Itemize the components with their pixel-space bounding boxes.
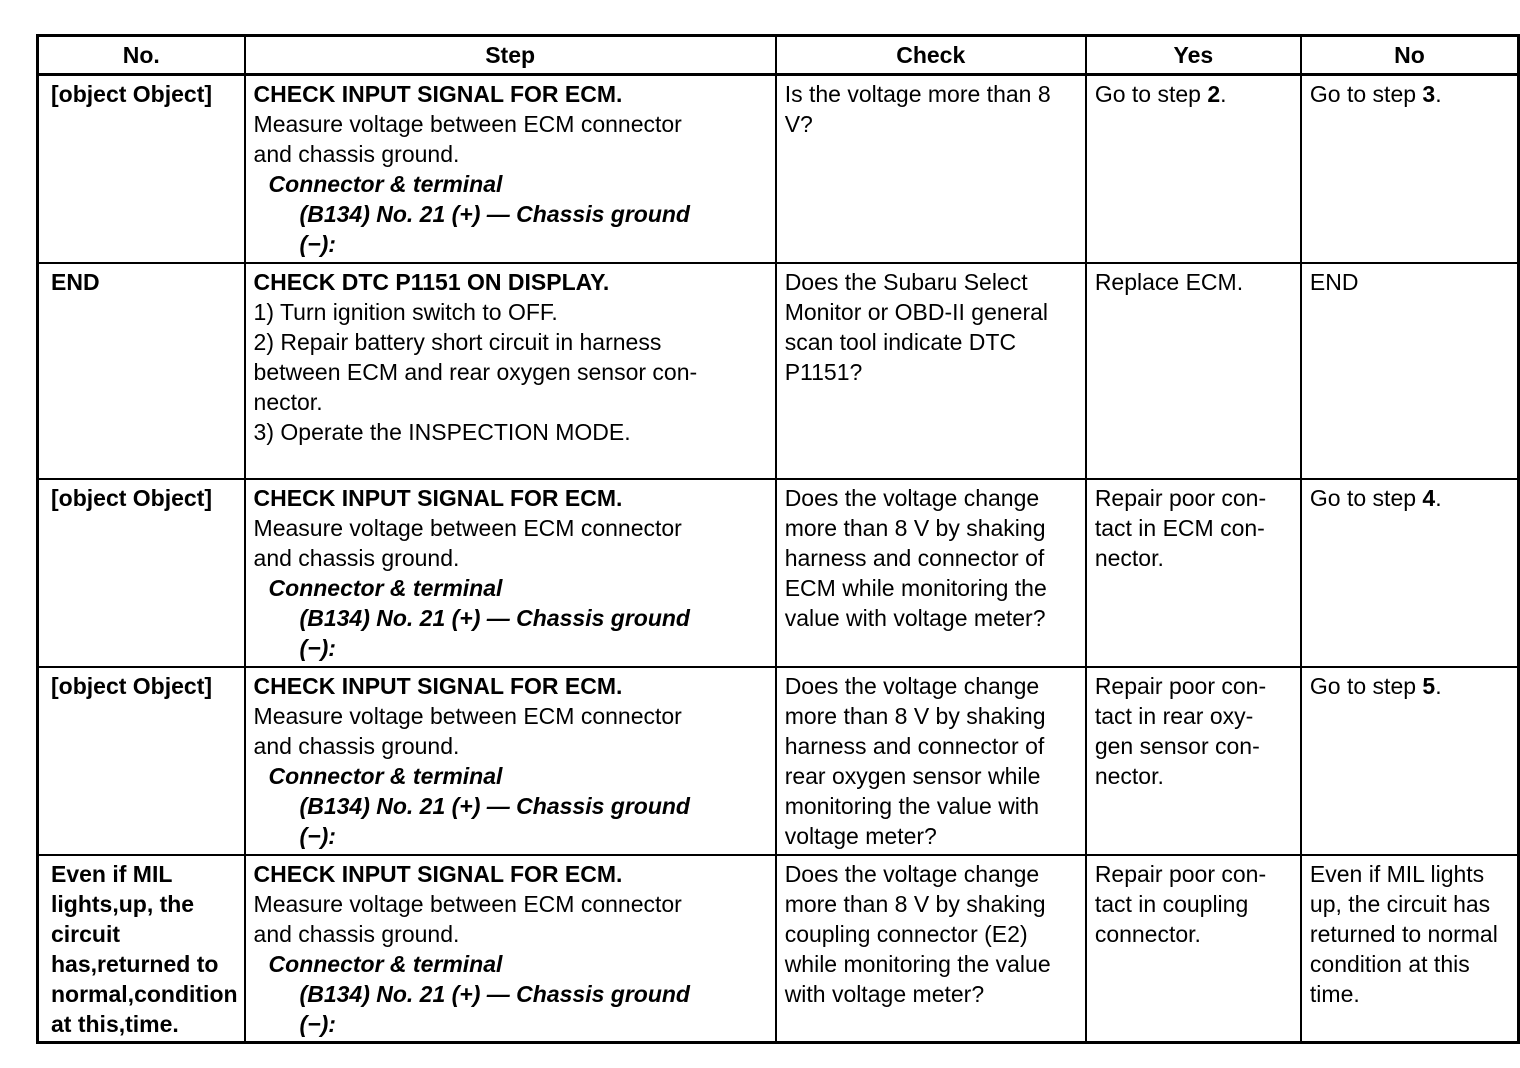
connector-label: Connector & terminal	[268, 574, 503, 601]
table-row	[38, 263, 1519, 479]
check-line: voltage meter?	[784, 822, 937, 849]
step-cell	[245, 479, 776, 667]
yes-step-number: 2	[1207, 81, 1221, 107]
check-line: more than 8 V by shaking	[784, 890, 1046, 917]
no-end: .	[1435, 672, 1442, 699]
check-line: Does the voltage change	[784, 484, 1040, 511]
step-cell	[245, 75, 776, 263]
row-number: [object Object]	[38, 75, 245, 263]
no-cell	[1301, 479, 1519, 667]
yes-line: tact in coupling	[1094, 890, 1249, 917]
check-line: monitoring the value with	[784, 792, 1040, 819]
terminal-spec: (−):	[299, 1010, 336, 1037]
check-line: more than 8 V by shaking	[784, 702, 1046, 729]
no-cell	[1301, 855, 1519, 1043]
check-line: scan tool indicate DTC	[784, 328, 1017, 355]
check-line: ECM while monitoring the	[784, 574, 1047, 601]
header-no: No.	[38, 36, 245, 75]
connector-label: Connector & terminal	[268, 171, 503, 197]
no-cell	[1301, 263, 1519, 479]
check-line: Does the voltage change	[784, 672, 1040, 699]
step-line: and chassis ground.	[253, 732, 460, 759]
check-line: Is the voltage more than 8	[784, 81, 1051, 107]
row-number: [object Object]	[38, 667, 245, 855]
no-line: returned to normal	[1309, 920, 1498, 947]
step-line: nector.	[253, 388, 323, 415]
header-no-col: No	[1301, 36, 1519, 75]
no-text: Go to step	[1309, 81, 1423, 107]
table-row	[38, 855, 1519, 1043]
check-cell	[776, 479, 1086, 667]
step-title: CHECK INPUT SIGNAL FOR ECM.	[253, 860, 623, 887]
yes-line: Replace ECM.	[1094, 268, 1244, 295]
step-title: CHECK DTC P1151 ON DISPLAY.	[253, 268, 610, 295]
step-title: CHECK INPUT SIGNAL FOR ECM.	[253, 672, 623, 699]
row-number: [object Object]	[38, 479, 245, 667]
no-end: .	[1435, 81, 1442, 107]
header-yes: Yes	[1086, 36, 1301, 75]
check-line: rear oxygen sensor while	[784, 762, 1041, 789]
row-number: END	[38, 263, 245, 479]
step-line: and chassis ground.	[253, 544, 460, 571]
yes-cell	[1086, 263, 1301, 479]
check-line: P1151?	[784, 358, 863, 385]
terminal-spec: (B134) No. 21 (+) — Chassis ground	[299, 792, 690, 819]
check-line: Does the voltage change	[784, 860, 1040, 887]
check-line: Does the Subaru Select	[784, 268, 1028, 295]
yes-text: Go to step	[1094, 81, 1208, 107]
diagnostic-table	[36, 34, 1520, 1044]
step-line: between ECM and rear oxygen sensor con-	[253, 358, 698, 385]
terminal-spec: (B134) No. 21 (+) — Chassis ground	[299, 980, 690, 1007]
yes-cell	[1086, 479, 1301, 667]
check-line: Monitor or OBD-II general	[784, 298, 1049, 325]
yes-cell	[1086, 75, 1301, 263]
yes-line: tact in rear oxy-	[1094, 702, 1254, 729]
table-row	[38, 75, 1519, 263]
check-line: value with voltage meter?	[784, 604, 1046, 631]
check-line: with voltage meter?	[784, 980, 985, 1007]
yes-line: tact in ECM con-	[1094, 514, 1265, 541]
no-cell	[1301, 667, 1519, 855]
no-step-number: 5	[1422, 672, 1436, 699]
step-line: 1) Turn ignition switch to OFF.	[253, 298, 558, 325]
check-line: coupling connector (E2)	[784, 920, 1028, 947]
no-end: .	[1435, 484, 1442, 511]
connector-label: Connector & terminal	[268, 950, 503, 977]
row-number: Even if MIL lights,up, the circuit has,returned to normal,condition at this,time.	[38, 855, 245, 1043]
step-cell	[245, 667, 776, 855]
step-title: CHECK INPUT SIGNAL FOR ECM.	[253, 484, 623, 511]
check-line: more than 8 V by shaking	[784, 514, 1046, 541]
terminal-spec: (−):	[299, 231, 336, 257]
step-line: and chassis ground.	[253, 920, 460, 947]
no-text: Go to step	[1309, 672, 1423, 699]
check-cell	[776, 855, 1086, 1043]
step-line: and chassis ground.	[253, 141, 460, 167]
yes-cell	[1086, 855, 1301, 1043]
table-row	[38, 479, 1519, 667]
yes-cell	[1086, 667, 1301, 855]
no-cell	[1301, 75, 1519, 263]
header-row	[38, 36, 1519, 75]
header-check: Check	[776, 36, 1086, 75]
step-line: 2) Repair battery short circuit in harness	[253, 328, 662, 355]
terminal-spec: (B134) No. 21 (+) — Chassis ground	[299, 604, 690, 631]
no-text: Go to step	[1309, 484, 1423, 511]
yes-line: Repair poor con-	[1094, 484, 1267, 511]
terminal-spec: (−):	[299, 634, 336, 661]
step-line: Measure voltage between ECM connector	[253, 702, 682, 729]
no-line: END	[1309, 268, 1359, 295]
table-row	[38, 667, 1519, 855]
check-cell	[776, 75, 1086, 263]
header-step: Step	[245, 36, 776, 75]
connector-label: Connector & terminal	[268, 762, 503, 789]
step-line: Measure voltage between ECM connector	[253, 890, 682, 917]
step-cell	[245, 263, 776, 479]
yes-line: nector.	[1094, 762, 1164, 789]
yes-line: gen sensor con-	[1094, 732, 1260, 759]
no-line: time.	[1309, 980, 1360, 1007]
yes-line: nector.	[1094, 544, 1164, 571]
yes-end: .	[1220, 81, 1227, 107]
no-line: Even if MIL lights	[1309, 860, 1485, 887]
no-line: up, the circuit has	[1309, 890, 1491, 917]
check-cell	[776, 263, 1086, 479]
step-line: Measure voltage between ECM connector	[253, 514, 682, 541]
check-line: harness and connector of	[784, 732, 1045, 759]
check-line: V?	[784, 111, 813, 137]
no-step-number: 3	[1422, 81, 1436, 107]
check-line: harness and connector of	[784, 544, 1045, 571]
yes-line: connector.	[1094, 920, 1201, 947]
step-cell	[245, 855, 776, 1043]
step-line: Measure voltage between ECM connector	[253, 111, 682, 137]
step-line: 3) Operate the INSPECTION MODE.	[253, 418, 631, 445]
yes-line: Repair poor con-	[1094, 860, 1267, 887]
step-title: CHECK INPUT SIGNAL FOR ECM.	[253, 81, 623, 107]
check-cell	[776, 667, 1086, 855]
terminal-spec: (B134) No. 21 (+) — Chassis ground	[299, 201, 690, 227]
check-line: while monitoring the value	[784, 950, 1051, 977]
no-line: condition at this	[1309, 950, 1470, 977]
terminal-spec: (−):	[299, 822, 336, 849]
yes-line: Repair poor con-	[1094, 672, 1267, 699]
no-step-number: 4	[1422, 484, 1436, 511]
